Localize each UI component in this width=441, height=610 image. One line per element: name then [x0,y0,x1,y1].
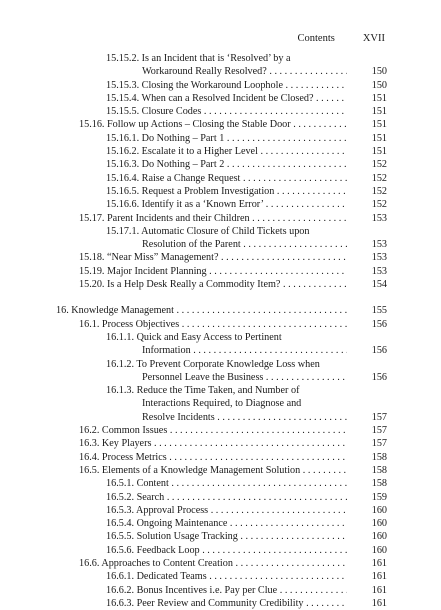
section-gap [0,291,441,304]
toc-entry-title: 16.1.3. Reduce the Time Taken, and Number of [106,385,300,397]
toc-entry[interactable] [0,331,441,344]
toc-entry-page: 158 [371,464,387,476]
toc-entry-title: 15.20. Is a Help Desk Really a Commodity Item? . . . [79,278,347,291]
toc-entry[interactable] [0,251,441,264]
toc-entry[interactable] [0,118,441,131]
toc-entry-page: 153 [371,252,387,264]
toc-entry-page: 157 [371,411,387,423]
toc-entry-title: 16. Knowledge Management . . . [56,304,347,317]
toc-entry-page: 153 [371,212,387,224]
toc-entry-title-cont: Workaround Really Resolved? . . . [142,65,347,78]
toc-entry[interactable] [0,132,441,145]
toc-entry-page: 152 [371,159,387,171]
toc-entry[interactable] [0,265,441,278]
toc-entry-title: 16.5.3. Approval Process . . . [106,504,347,517]
toc-entry-page: 158 [371,478,387,490]
running-header [297,33,385,44]
toc-entry[interactable] [0,557,441,570]
toc-entry-title: 16.4. Process Metrics . . . [79,451,347,464]
toc-entry[interactable] [0,92,441,105]
toc-entry-page: 151 [371,146,387,158]
toc-entry-title: 16.1. Process Objectives . . . [79,318,347,331]
toc-entry-title: 15.16.1. Do Nothing – Part 1 . . . [106,132,347,145]
toc-entry-page: 155 [371,305,387,317]
toc-entry-title: 16.3. Key Players . . . [79,437,347,450]
toc-entry-title-cont: Resolve Incidents . . . [142,411,347,424]
toc-entry-page: 151 [371,106,387,118]
toc-entry-page: 151 [371,92,387,104]
toc-entry-title: 15.18. “Near Miss” Management? . . . [79,251,347,264]
toc-entry-title: 16.5.5. Solution Usage Tracking . . . [106,530,347,543]
toc-entry[interactable] [0,185,441,198]
toc-entry-title: 15.15.5. Closure Codes . . . [106,105,347,118]
toc-entry-title: 16.5.2. Search . . . [106,491,347,504]
toc-entry-title: 16.1.2. To Prevent Corporate Knowledge Loss when [106,358,320,370]
toc-entry-page: 156 [371,371,387,383]
toc-entry-title: 16.6.1. Dedicated Teams . . . [106,570,347,583]
toc-entry-title: 15.16.4. Raise a Change Request . . . [106,172,347,185]
toc-entry-page: 160 [371,504,387,516]
toc-entry-page: 161 [371,571,387,583]
toc-entry-continuation[interactable] [0,344,441,357]
toc-entry-page: 152 [371,172,387,184]
toc-entry-title: 16.1.1. Quick and Easy Access to Pertinent [106,331,282,343]
toc-entry[interactable] [0,304,441,317]
toc-entry[interactable] [0,384,441,397]
toc-entry-title: 15.15.3. Closing the Workaround Loophole . . . [106,79,347,92]
toc-entry[interactable] [0,145,441,158]
toc-entry[interactable] [0,491,441,504]
toc-entry[interactable] [0,318,441,331]
toc-entry-page: 160 [371,544,387,556]
toc-entry[interactable] [0,105,441,118]
toc-entry-continuation[interactable] [0,65,441,78]
toc-entry[interactable] [0,584,441,597]
toc-entry[interactable] [0,544,441,557]
toc-entry-title: 16.5. Elements of a Knowledge Management Solution . . . [79,464,347,477]
toc-entry-title: 16.6.2. Bonus Incentives i.e. Pay per Clue . . . [106,584,347,597]
toc-entry-title: 15.19. Major Incident Planning . . . [79,265,347,278]
toc-entry[interactable] [0,504,441,517]
toc-entry-continuation[interactable] [0,411,441,424]
header-section-title: Contents [297,33,335,44]
toc-entry[interactable] [0,212,441,225]
toc-entry[interactable] [0,225,441,238]
toc-entry-title: 16.6. Approaches to Content Creation . . . [79,557,347,570]
toc-entry-page: 160 [371,531,387,543]
toc-entry-continuation[interactable] [0,397,441,410]
toc-entry[interactable] [0,464,441,477]
toc-entry-page: 152 [371,185,387,197]
toc-entry-title-cont: Information . . . [142,344,347,357]
toc-entry-title: 15.16.6. Identify it as a ‘Known Error’ . . . [106,198,347,211]
toc-entry-page: 161 [371,597,387,609]
toc-entry[interactable] [0,517,441,530]
toc-entry-page: 156 [371,345,387,357]
toc-entry[interactable] [0,278,441,291]
toc-entry-page: 154 [371,279,387,291]
toc-entry-title: 16.5.4. Ongoing Maintenance . . . [106,517,347,530]
toc-entry-title-cont: Interactions Required, to Diagnose and [142,398,302,410]
toc-entry[interactable] [0,198,441,211]
toc-entry-continuation[interactable] [0,371,441,384]
toc-entry-continuation[interactable] [0,238,441,251]
toc-entry-page: 157 [371,425,387,437]
toc-entry[interactable] [0,424,441,437]
toc-entry-page: 150 [371,66,387,78]
toc-entry-title: 15.16.5. Request a Problem Investigation . . . [106,185,347,198]
table-of-contents [0,52,441,610]
toc-entry[interactable] [0,437,441,450]
toc-entry-page: 158 [371,451,387,463]
toc-entry-page: 161 [371,557,387,569]
toc-entry[interactable] [0,451,441,464]
toc-entry-title-cont: Resolution of the Parent . . . [142,238,347,251]
toc-entry[interactable] [0,158,441,171]
toc-entry-title: 16.5.1. Content . . . [106,477,347,490]
toc-entry-page: 157 [371,438,387,450]
toc-entry-page: 151 [371,132,387,144]
toc-entry-title: 16.2. Common Issues . . . [79,424,347,437]
toc-entry-title: 15.17.1. Automatic Closure of Child Tickets upon [106,225,310,237]
toc-entry-page: 153 [371,239,387,251]
toc-entry[interactable] [0,358,441,371]
toc-entry[interactable] [0,477,441,490]
toc-entry[interactable] [0,597,441,610]
toc-entry-page: 159 [371,491,387,503]
toc-entry-page: 150 [371,79,387,91]
header-page-number: XVII [362,33,385,44]
toc-entry[interactable] [0,79,441,92]
toc-entry-page: 161 [371,584,387,596]
toc-entry-title: 16.6.3. Peer Review and Community Credibility . . . [106,597,347,610]
toc-entry[interactable] [0,570,441,583]
toc-entry-page: 160 [371,518,387,530]
toc-entry-title: 15.16. Follow up Actions – Closing the Stable Door . . . [79,118,347,131]
toc-entry-title: 15.17. Parent Incidents and their Children . . . [79,212,347,225]
toc-entry-title: 15.16.2. Escalate it to a Higher Level . . . [106,145,347,158]
toc-entry[interactable] [0,530,441,543]
toc-entry[interactable] [0,52,441,65]
toc-entry-page: 156 [371,318,387,330]
toc-entry-title: 15.16.3. Do Nothing – Part 2 . . . [106,158,347,171]
toc-entry-title: 16.5.6. Feedback Loop . . . [106,544,347,557]
toc-entry-title-cont: Personnel Leave the Business . . . [142,371,347,384]
toc-entry-title: 15.15.4. When can a Resolved Incident be Closed? . . . [106,92,347,105]
toc-entry-page: 151 [371,119,387,131]
toc-entry-page: 152 [371,199,387,211]
toc-entry-title: 15.15.2. Is an Incident that is ‘Resolved’ by a [106,53,291,64]
toc-entry-page: 153 [371,265,387,277]
toc-entry[interactable] [0,172,441,185]
